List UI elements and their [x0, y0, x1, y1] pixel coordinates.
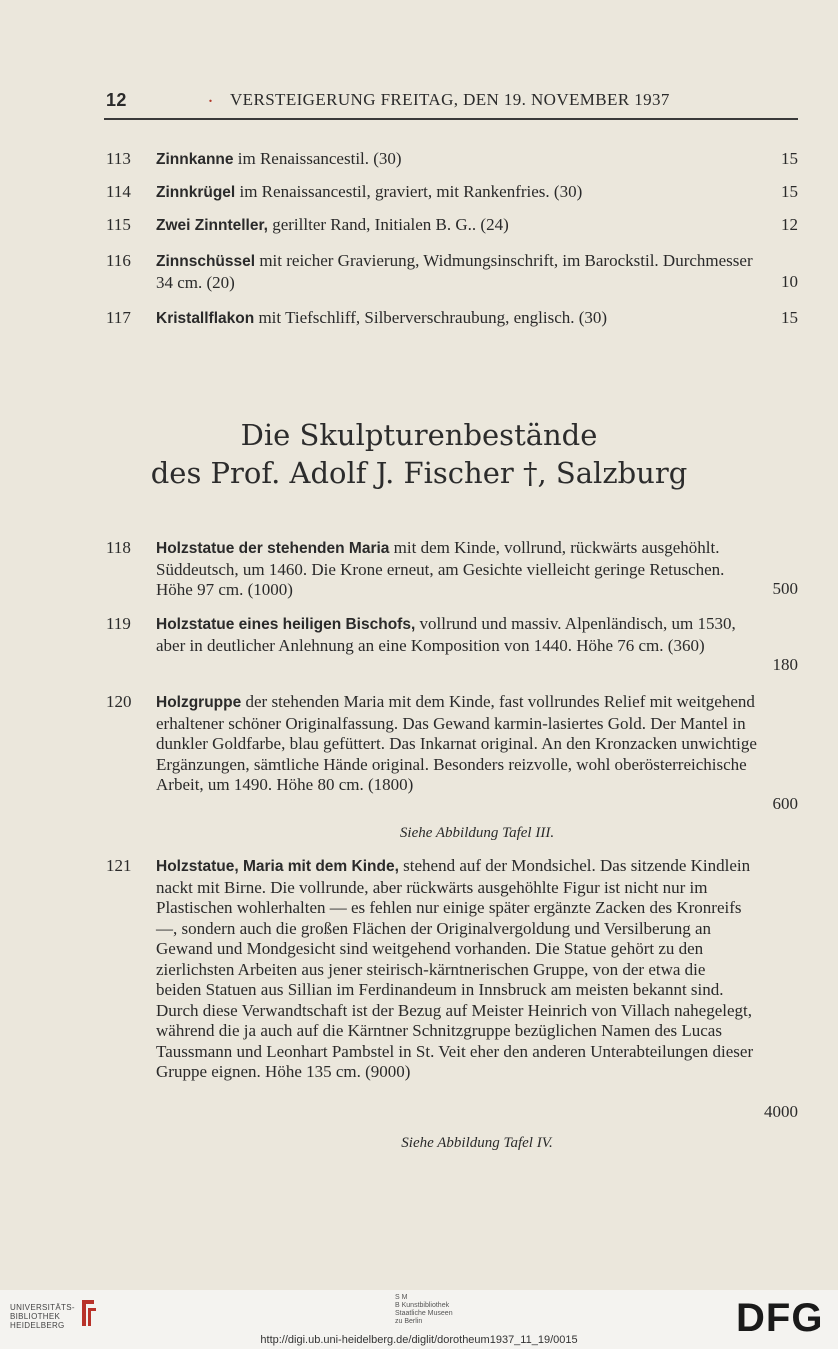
lot-name: Zwei Zinnteller,: [156, 217, 268, 234]
lot-name: Holzstatue eines heiligen Bischofs,: [156, 616, 416, 633]
lot-name: Zinnschüssel: [156, 253, 256, 270]
lot-price: 4000: [764, 1102, 798, 1121]
lot-description: stehend auf der Mondsichel. Das sitzende Kindlein nackt mit Birne. Die vollrunde, aber rückwärts ausgehöhlte Figur ist nicht nur im Plastischen wohlerhalten — es fehlen nur einige später ergänzte Zacken des Kronreifs —, sondern auch die großen Flächen der Originalvergoldung und Versilberung an Gewand und Mondgesicht sind weitgehend vorhanden. Die Statue gehört zu den zierlichsten Arbeiten aus jener steirisch-kärntnerischen Gruppe, von der etwa die beiden Statuen aus Sillian im Ferdinandeum in Innsbruck am meisten bekannt sind. Durch diese Verwandtschaft ist der Bezug auf Meister Heinrich von Villach nahegelegt, während die ja auch auf die Kärntner Schnitzgruppe bezüglichen Namen des Lucas Taussmann und Leonhart Pambstel in St. Veit eher den anderen Unterabteilungen dieser Gruppe eignen. Höhe 135 cm. (9000): [156, 856, 754, 1081]
museum-line: B Kunstbibliothek: [395, 1302, 450, 1309]
plate-reference: Siehe Abbildung Tafel III.: [399, 825, 555, 841]
header-rule: [104, 118, 798, 120]
viewer-footer: [0, 1290, 838, 1349]
lot-description: der stehenden Maria mit dem Kinde, fast vollrundes Relief mit weitgehend erhaltener schöner Originalfassung. Das Gewand karmin-lasiertes Gold. Der Mantel in dunkler Goldfarbe, blau gefüttert. Das Inkarnat original. An den Kronzacken unwichtige Ergänzungen, sämtliche Hände original. Besonders reizvolle, wohl oberösterreichische Arbeit, um 1490. Höhe 80 cm. (1800): [156, 692, 757, 794]
museum-line: Staatliche Museen: [395, 1310, 453, 1317]
museum-credit: [395, 1294, 453, 1326]
lot-price: 15: [781, 149, 798, 168]
lot-number: 121: [106, 856, 132, 875]
lot-description: mit reicher Gravierung, Widmungsinschrift, im Barockstil. Durchmesser 34 cm. (20): [156, 251, 753, 292]
museum-line: zu Berlin: [395, 1318, 423, 1325]
lot-description: im Renaissancestil. (30): [233, 149, 402, 168]
lot-description: mit Tiefschliff, Silberverschraubung, englisch. (30): [254, 308, 608, 327]
header-title: VERSTEIGERUNG FREITAG, DEN 19. NOVEMBER 1937: [230, 90, 670, 109]
lot-description: vollrund und massiv. Alpenländisch, um 1530, aber in deutlicher Anlehnung an eine Komposition von 1440. Höhe 76 cm. (360): [156, 614, 736, 655]
plate-reference: Siehe Abbildung Tafel IV.: [401, 1135, 553, 1151]
library-line: BIBLIOTHEK: [10, 1312, 61, 1321]
lot-description: gerillter Rand, Initialen B. G.. (24): [267, 215, 509, 234]
lot-price: 500: [772, 579, 798, 598]
lot-name: Kristallflakon: [156, 310, 255, 327]
header-bullet: .: [208, 85, 214, 107]
library-name: [10, 1303, 75, 1330]
lot-price: 15: [781, 308, 798, 327]
dfg-logo: DFG: [736, 1296, 824, 1340]
lot-description: im Renaissancestil, graviert, mit Rankenfries. (30): [235, 182, 583, 201]
section-title-line2: des Prof. Adolf J. Fischer †, Salzburg: [150, 456, 688, 490]
library-line: HEIDELBERG: [10, 1321, 65, 1330]
lot-number: 116: [106, 251, 131, 270]
lot-number: 120: [106, 692, 132, 711]
library-line: UNIVERSITÄTS-: [10, 1303, 75, 1312]
lot-description: mit dem Kinde, vollrund, rückwärts ausgehöhlt. Süddeutsch, um 1460. Die Krone erneut, am Gesichte vielleicht geringe Retuschen. Höhe 97 cm. (1000): [156, 538, 725, 599]
lot-name: Zinnkrügel: [156, 184, 236, 201]
lot-price: 180: [772, 655, 798, 674]
museum-line: S M: [395, 1294, 408, 1301]
lot-name: Holzstatue der stehenden Maria: [156, 540, 390, 557]
page-number: 12: [106, 90, 127, 110]
lot-name: Holzstatue, Maria mit dem Kinde,: [156, 858, 399, 875]
lot-name: Holzgruppe: [156, 694, 242, 711]
lot-number: 113: [106, 149, 131, 168]
lot-price: 12: [781, 215, 798, 234]
lot-number: 115: [106, 215, 131, 234]
lot-price: 15: [781, 182, 798, 201]
lot-price: 600: [772, 794, 798, 813]
lot-price: 10: [781, 271, 798, 291]
source-url[interactable]: http://digi.ub.uni-heidelberg.de/diglit/dorotheum1937_11_19/0015: [260, 1334, 578, 1346]
page-header: [106, 85, 796, 114]
section-title-line1: Die Skulpturenbestände: [240, 418, 598, 452]
lot-number: 114: [106, 182, 131, 201]
lot-name: Zinnkanne: [156, 151, 234, 168]
lot-number: 119: [106, 614, 131, 633]
library-logo-icon: [78, 1298, 98, 1328]
lot-number: 117: [106, 308, 131, 327]
lot-number: 118: [106, 538, 131, 557]
